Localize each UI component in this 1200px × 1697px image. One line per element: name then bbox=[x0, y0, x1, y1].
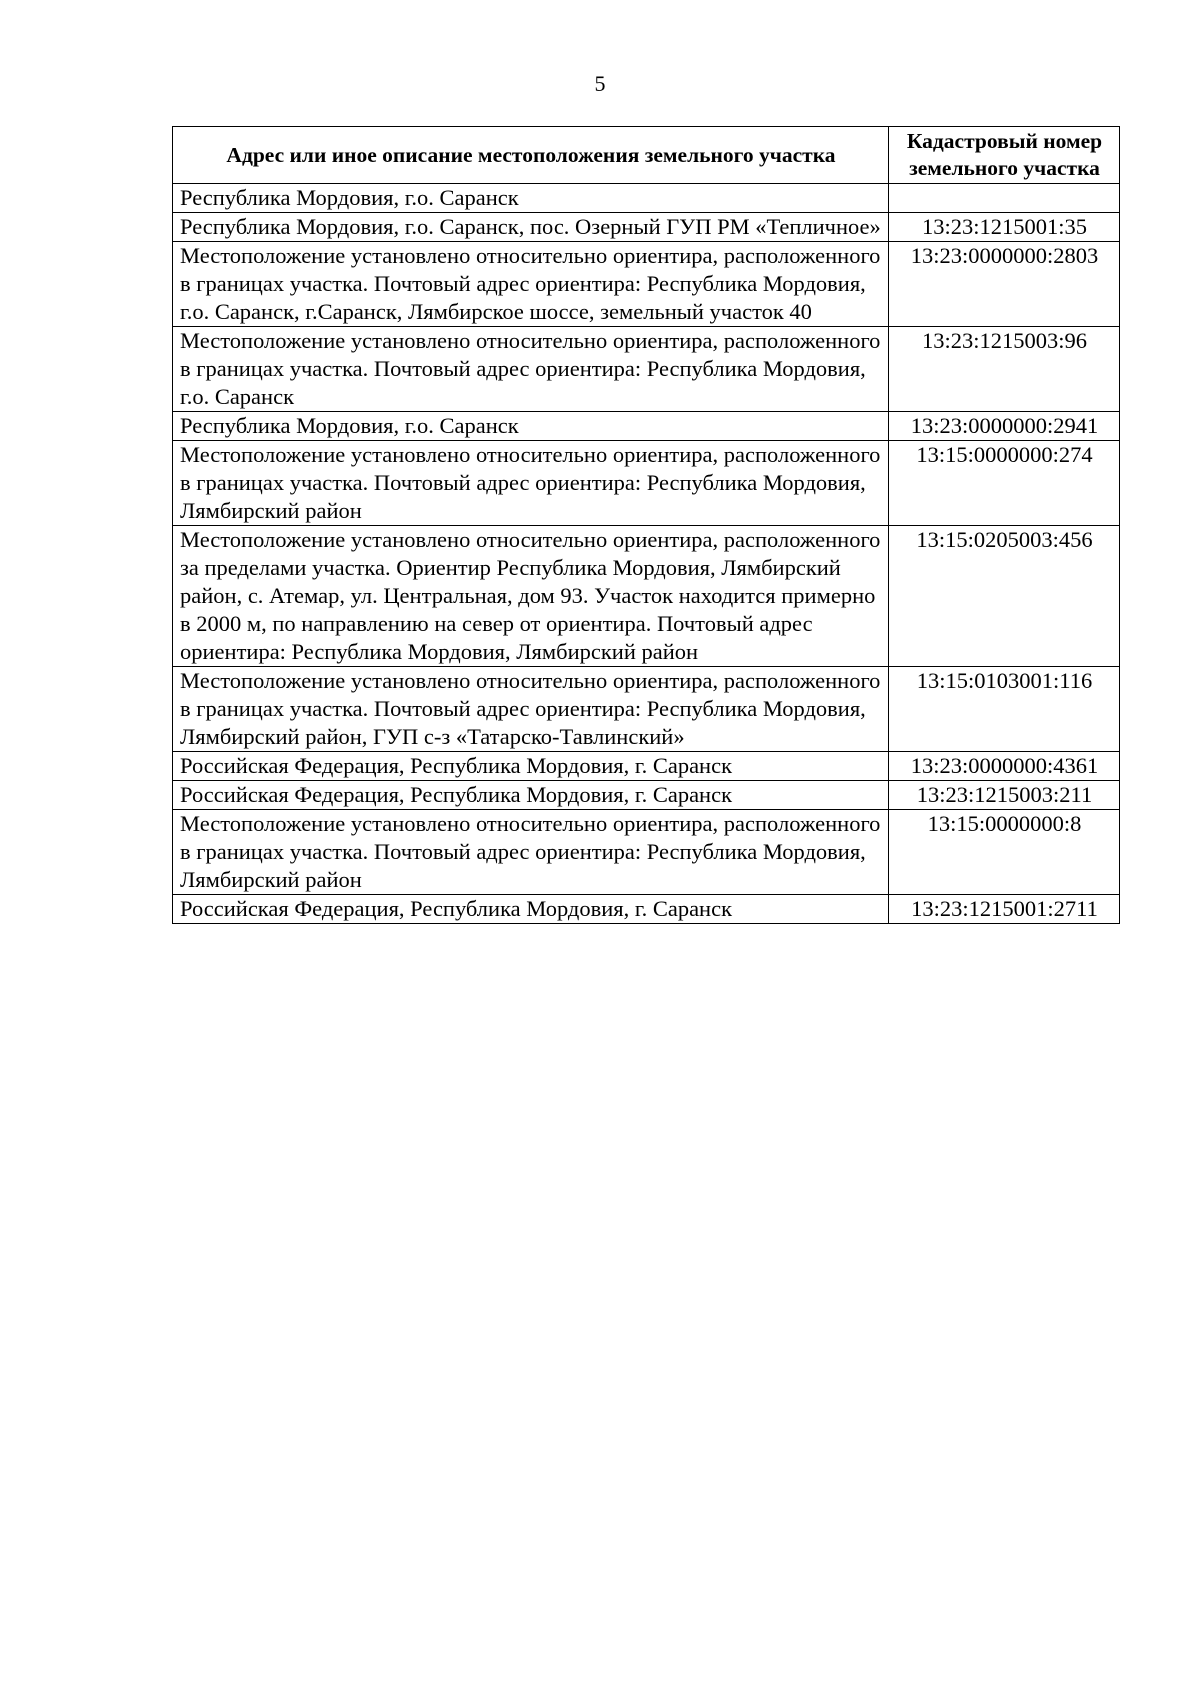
cadastral-number-cell: 13:23:0000000:2803 bbox=[889, 242, 1120, 327]
table-row bbox=[173, 412, 1120, 441]
table-row bbox=[173, 752, 1120, 781]
cadastral-number-cell: 13:23:0000000:4361 bbox=[889, 752, 1120, 781]
address-cell: Местоположение установлено относительно ориентира, расположенного в границах участка. Почтовый адрес ориентира: Республика Мордовия, Лямбирский район bbox=[173, 441, 889, 526]
table-header-row bbox=[173, 127, 1120, 184]
table-row bbox=[173, 667, 1120, 752]
cadastral-number-cell: 13:23:1215001:2711 bbox=[889, 895, 1120, 924]
address-column-header: Адрес или иное описание местоположения земельного участка bbox=[173, 127, 889, 184]
cadastral-column-header: Кадастровый номер земельного участка bbox=[889, 127, 1120, 184]
address-cell: Местоположение установлено относительно ориентира, расположенного в границах участка. Почтовый адрес ориентира: Республика Мордовия, Лямбирский район bbox=[173, 810, 889, 895]
table-row bbox=[173, 213, 1120, 242]
land-plots-table bbox=[172, 126, 1120, 924]
table-row bbox=[173, 810, 1120, 895]
cadastral-number-cell: 13:15:0205003:456 bbox=[889, 526, 1120, 667]
address-cell: Российская Федерация, Республика Мордовия, г. Саранск bbox=[173, 895, 889, 924]
table-row bbox=[173, 781, 1120, 810]
cadastral-number-cell: 13:15:0000000:8 bbox=[889, 810, 1120, 895]
cadastral-number-cell: 13:15:0103001:116 bbox=[889, 667, 1120, 752]
cadastral-number-cell: 13:23:1215001:35 bbox=[889, 213, 1120, 242]
address-cell: Местоположение установлено относительно ориентира, расположенного в границах участка. Почтовый адрес ориентира: Республика Мордовия, г.о. Саранск, г.Саранск, Лямбирское шоссе, земельный участок 40 bbox=[173, 242, 889, 327]
address-cell: Российская Федерация, Республика Мордовия, г. Саранск bbox=[173, 781, 889, 810]
address-cell: Местоположение установлено относительно ориентира, расположенного в границах участка. Почтовый адрес ориентира: Республика Мордовия, Лямбирский район, ГУП с-з «Татарско-Тавлинский» bbox=[173, 667, 889, 752]
cadastral-number-cell: 13:15:0000000:274 bbox=[889, 441, 1120, 526]
table-row bbox=[173, 526, 1120, 667]
address-cell: Республика Мордовия, г.о. Саранск bbox=[173, 184, 889, 213]
cadastral-number-cell: 13:23:1215003:96 bbox=[889, 327, 1120, 412]
table-row bbox=[173, 895, 1120, 924]
cadastral-number-cell: 13:23:0000000:2941 bbox=[889, 412, 1120, 441]
address-cell: Российская Федерация, Республика Мордовия, г. Саранск bbox=[173, 752, 889, 781]
address-cell: Местоположение установлено относительно ориентира, расположенного в границах участка. Почтовый адрес ориентира: Республика Мордовия, г.о. Саранск bbox=[173, 327, 889, 412]
address-cell: Республика Мордовия, г.о. Саранск, пос. Озерный ГУП РМ «Тепличное» bbox=[173, 213, 889, 242]
page-number: 5 bbox=[594, 71, 606, 96]
cadastral-number-cell bbox=[889, 184, 1120, 213]
cadastral-number-cell: 13:23:1215003:211 bbox=[889, 781, 1120, 810]
address-cell: Местоположение установлено относительно ориентира, расположенного за пределами участка. Ориентир Республика Мордовия, Лямбирский район, с. Атемар, ул. Центральная, дом 93. Участок находится примерно в 2000 м, по направлению на север от ориентира. Почтовый адрес ориентира: Республика Мордовия, Лямбирский район bbox=[173, 526, 889, 667]
table-row bbox=[173, 184, 1120, 213]
table-row bbox=[173, 441, 1120, 526]
table-row bbox=[173, 327, 1120, 412]
table-row bbox=[173, 242, 1120, 327]
address-cell: Республика Мордовия, г.о. Саранск bbox=[173, 412, 889, 441]
